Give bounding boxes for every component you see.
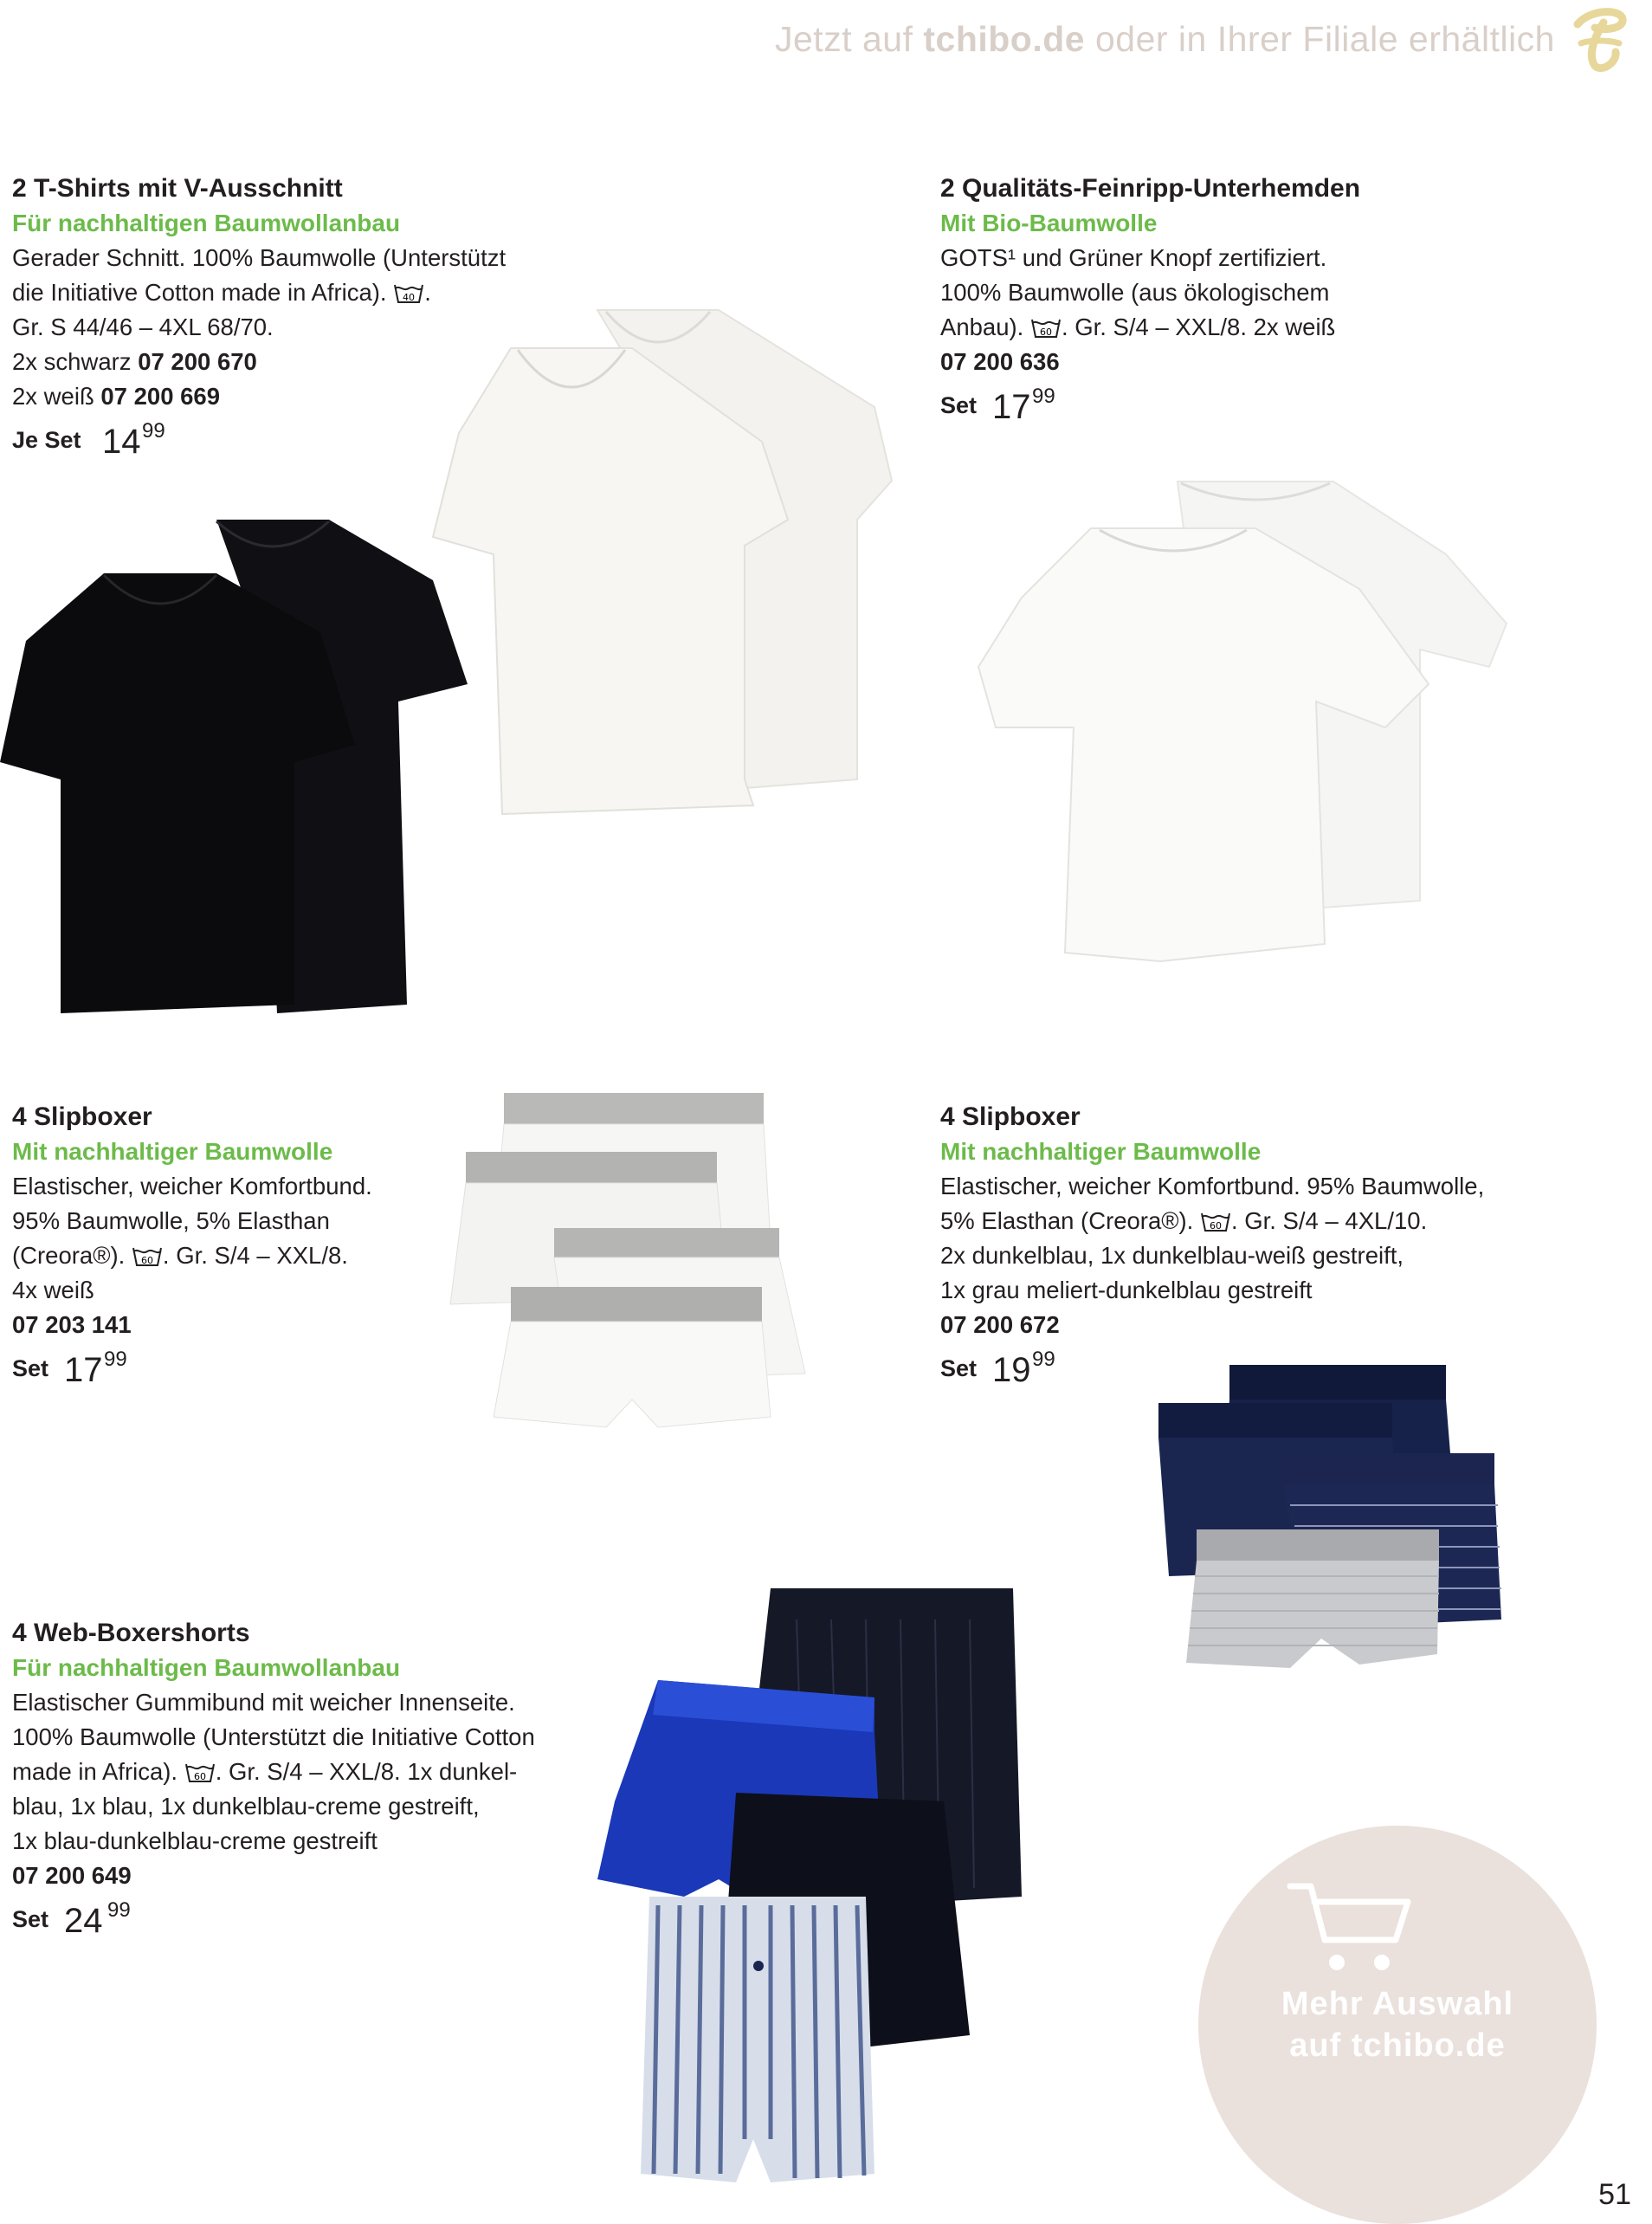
wash-symbol-icon	[1030, 318, 1062, 340]
article-number[interactable]: 07 200 636	[940, 348, 1060, 375]
web-boxershorts-photo	[589, 1585, 1039, 2191]
variant-line: 2x weiß 07 200 669	[12, 383, 221, 410]
price-label: Set	[940, 1355, 978, 1381]
price	[940, 383, 1633, 428]
price-main: 17	[64, 1351, 103, 1389]
header-text-before: Jetzt auf	[775, 19, 924, 59]
price-cents: 99	[1032, 385, 1055, 408]
price-label: Je Set	[12, 427, 81, 453]
product-subtitle: Mit Bio-Baumwolle	[940, 210, 1158, 236]
article-number[interactable]: 07 200 670	[138, 348, 257, 375]
price	[12, 1897, 618, 1942]
wash-symbol-icon	[132, 1246, 163, 1269]
cart-icon[interactable]	[1285, 1879, 1415, 1975]
boxershorts-light-striped	[641, 1897, 874, 2182]
product-title: 4 Web-Boxershorts	[12, 1619, 250, 1647]
wash-symbol-icon	[184, 1762, 216, 1785]
svg-text:60: 60	[1039, 326, 1052, 338]
product-description: Elastischer, weicher Komfortbund. 95% Baumwolle, 5% Elasthan (Creora®). 60 . Gr. S/4 – 4XL/10. 2x dunkelblau, 1x dunkelblau-weiß gestreift, 1x grau meliert-dunkelblau gestreift	[940, 1173, 1485, 1303]
white-slipboxer-photo	[442, 1088, 814, 1434]
svg-text:60: 60	[140, 1254, 153, 1266]
svg-text:60: 60	[193, 1770, 206, 1782]
svg-text:40: 40	[403, 291, 416, 303]
price-label: Set	[12, 1906, 49, 1932]
product-subtitle: Für nachhaltigen Baumwollanbau	[12, 1654, 401, 1681]
price	[12, 1346, 462, 1391]
product-description: Elastischer Gummibund mit weicher Innenseite. 100% Baumwolle (Unterstützt die Initiative Cotton made in Africa). 60 . Gr. S/4 – XXL/8. 1x dunkel- blau, 1x blau, 1x dunkelblau-creme gestreift, 1x blau-dunkelblau-creme gestreift	[12, 1689, 535, 1854]
price-main: 24	[64, 1902, 103, 1940]
page-number: 51	[1598, 2178, 1631, 2211]
product-description: Gerader Schnitt. 100% Baumwolle (Unterstützt die Initiative Cotton made in Africa). 40 . Gr. S 44/46 – 4XL 68/70.	[12, 244, 507, 340]
product-web-boxershorts	[12, 1616, 618, 1942]
product-slipboxer-blue	[940, 1100, 1633, 1391]
product-description: Elastischer, weicher Komfortbund. 95% Baumwolle, 5% Elasthan (Creora®). 60 . Gr. S/4 – XXL/8. 4x weiß	[12, 1173, 372, 1303]
price-cents: 99	[142, 419, 165, 443]
product-subtitle: Mit nachhaltiger Baumwolle	[12, 1138, 333, 1165]
svg-text:60: 60	[1209, 1219, 1222, 1232]
blue-slipboxer-photo	[1152, 1360, 1507, 1680]
article-number[interactable]: 07 200 669	[100, 383, 221, 410]
product-title: 4 Slipboxer	[12, 1102, 152, 1131]
header-tagline	[775, 19, 1555, 60]
slipboxer-white-4	[494, 1287, 771, 1427]
price-main: 17	[992, 388, 1031, 426]
price-cents: 99	[1032, 1348, 1055, 1371]
product-title: 2 Qualitäts-Feinripp-Unterhemden	[940, 174, 1361, 203]
product-subtitle: Für nachhaltigen Baumwollanbau	[12, 210, 401, 236]
product-title: 4 Slipboxer	[940, 1102, 1081, 1131]
price-label: Set	[12, 1355, 49, 1381]
wash-symbol-icon	[1200, 1212, 1231, 1234]
article-number[interactable]: 07 203 141	[12, 1311, 132, 1338]
price-cents: 99	[107, 1898, 131, 1922]
product-subtitle: Mit nachhaltiger Baumwolle	[940, 1138, 1262, 1165]
more-selection-text[interactable]: Mehr Auswahl auf tchibo.de	[1281, 1986, 1514, 2064]
header-text-after: oder in Ihrer Filiale erhältlich	[1085, 19, 1555, 59]
article-number[interactable]: 07 200 672	[940, 1311, 1060, 1338]
article-number[interactable]: 07 200 649	[12, 1862, 132, 1889]
product-description: GOTS¹ und Grüner Knopf zertifiziert. 100% Baumwolle (aus ökologischem Anbau). 60 . Gr. S/4 – XXL/8. 2x weiß	[940, 244, 1336, 340]
product-undershirts	[940, 171, 1633, 428]
price-label: Set	[940, 392, 978, 418]
header-brand[interactable]: tchibo.de	[923, 19, 1086, 59]
tchibo-logo-icon	[1569, 5, 1629, 74]
price-main: 19	[992, 1351, 1031, 1389]
undershirts-photo	[970, 468, 1533, 970]
product-slipboxer-white	[12, 1100, 462, 1391]
price-cents: 99	[104, 1348, 127, 1371]
price-main: 14	[102, 423, 141, 461]
slipboxer-grey-striped	[1186, 1529, 1439, 1668]
variant-line: 2x schwarz 07 200 670	[12, 348, 257, 375]
product-title: 2 T-Shirts mit V-Ausschnitt	[12, 174, 343, 203]
